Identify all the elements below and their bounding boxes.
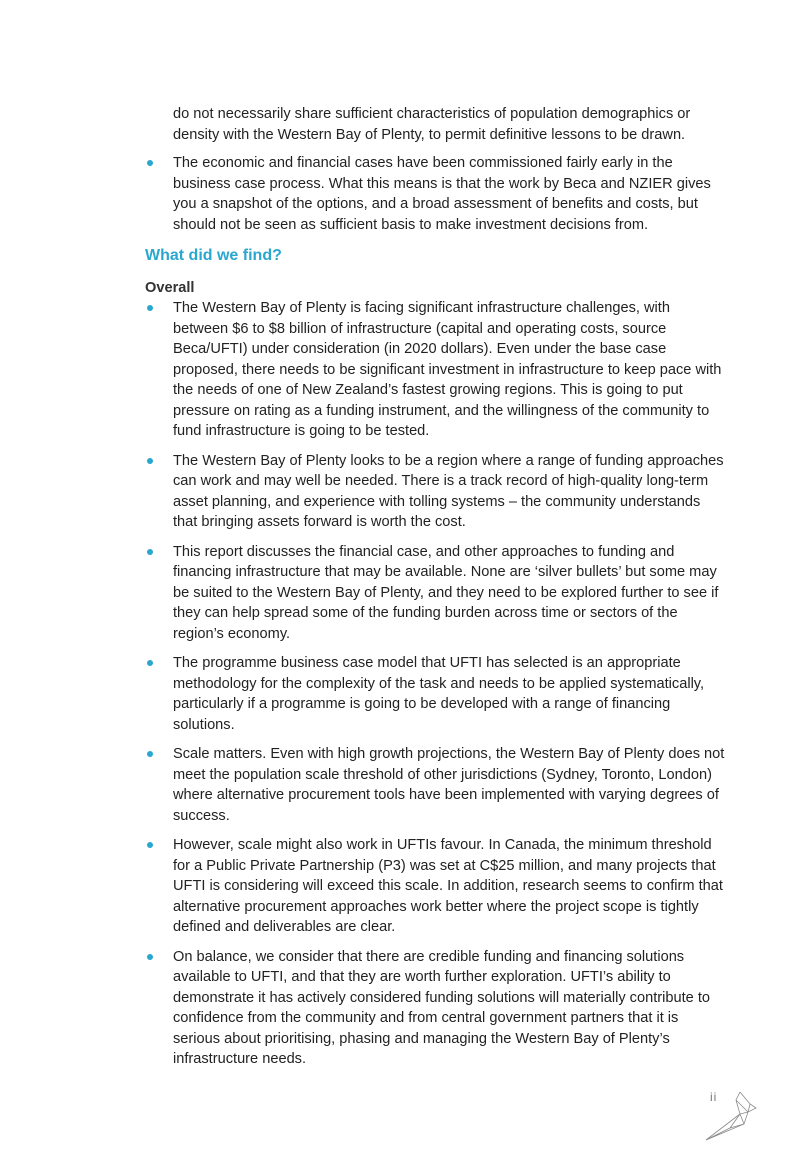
findings-list: [145, 298, 725, 1079]
bullet-dot: [147, 660, 153, 666]
bullet-dot: [147, 954, 153, 960]
list-item-text: However, scale might also work in UFTIs favour. In Canada, the minimum threshold for a Public Private Partnership (P3) was set at C$25 million, and many projects that UFTI is considering will exceed this scale. In addition, research seems to confirm that alternative procurement approaches work better where the project scope is tightly defined and deliverables are clear.: [173, 837, 723, 935]
origami-bird-logo-icon: [700, 1090, 760, 1142]
intro-bullet-text: The economic and financial cases have been commissioned fairly early in the business case process. What this means is that the work by Beca and NZIER gives you a snapshot of the options, and a broad assessment of benefits and costs, but should not be seen as sufficient basis to make investment decisions from.: [173, 155, 711, 233]
list-item: [145, 744, 725, 826]
subheading-overall: Overall: [145, 280, 195, 296]
page-number: ii: [710, 1090, 718, 1104]
list-item: [145, 542, 725, 645]
list-item-text: This report discusses the financial case, and other approaches to funding and financing infrastructure that may be available. None are ‘silver bullets’ but some may be suited to the Western Bay of Plenty, and they need to be explored further to see if they can help spread some of the funding burden across time or sectors of the region’s economy.: [173, 543, 719, 642]
list-item-text: The Western Bay of Plenty looks to be a region where a range of funding approaches can work and may well be needed. There is a track record of high-quality long-term asset planning, and experience with tolling systems – the community understands that bringing assets forward is worth the cost.: [173, 452, 724, 530]
list-item: [145, 947, 725, 1070]
list-item: [145, 835, 725, 938]
intro-bullet: [145, 153, 725, 244]
list-item-text: The programme business case model that UFTI has selected is an appropriate methodology for the complexity of the task and needs to be applied systematically, particularly if a programme is going to be developed with a range of financing solutions.: [173, 655, 705, 733]
bullet-dot: [147, 549, 153, 555]
list-item: [145, 653, 725, 735]
list-item-text: The Western Bay of Plenty is facing significant infrastructure challenges, with between $6 to $8 billion of infrastructure (capital and operating costs, source Beca/UFTI) under consideration (in 2020 dollars). Even under the base case proposed, there needs to be significant investment in infrastructure to keep pace with the needs of one of New Zealand’s fastest growing regions. This is going to put pressure on rating as a funding instrument, and the willingness of the community to fund infrastructure is going to be tested.: [173, 300, 722, 439]
bullet-dot: [147, 842, 153, 848]
continuation-paragraph: do not necessarily share sufficient characteristics of population demographics or density with the Western Bay of Plenty, to permit definitive lessons to be drawn.: [173, 106, 691, 143]
bullet-dot: [147, 305, 153, 311]
bullet-dot: [147, 458, 153, 464]
list-item: [145, 298, 725, 442]
list-item-text: Scale matters. Even with high growth projections, the Western Bay of Plenty does not meet the population scale threshold of other jurisdictions (Sydney, Toronto, London) where alternative procurement tools have been implemented with varying degrees of success.: [173, 746, 725, 824]
list-item-text: On balance, we consider that there are credible funding and financing solutions available to UFTI, and that they are worth further exploration. UFTI’s ability to demonstrate it has actively considered funding solutions will materially contribute to confidence from the community and from central government partners that it is serious about prioritising, phasing and managing the Western Bay of Plenty’s infrastructure needs.: [173, 948, 710, 1067]
section-heading: What did we find?: [145, 247, 282, 264]
list-item: [145, 451, 725, 533]
bullet-dot: [147, 160, 153, 166]
bullet-dot: [147, 751, 153, 757]
